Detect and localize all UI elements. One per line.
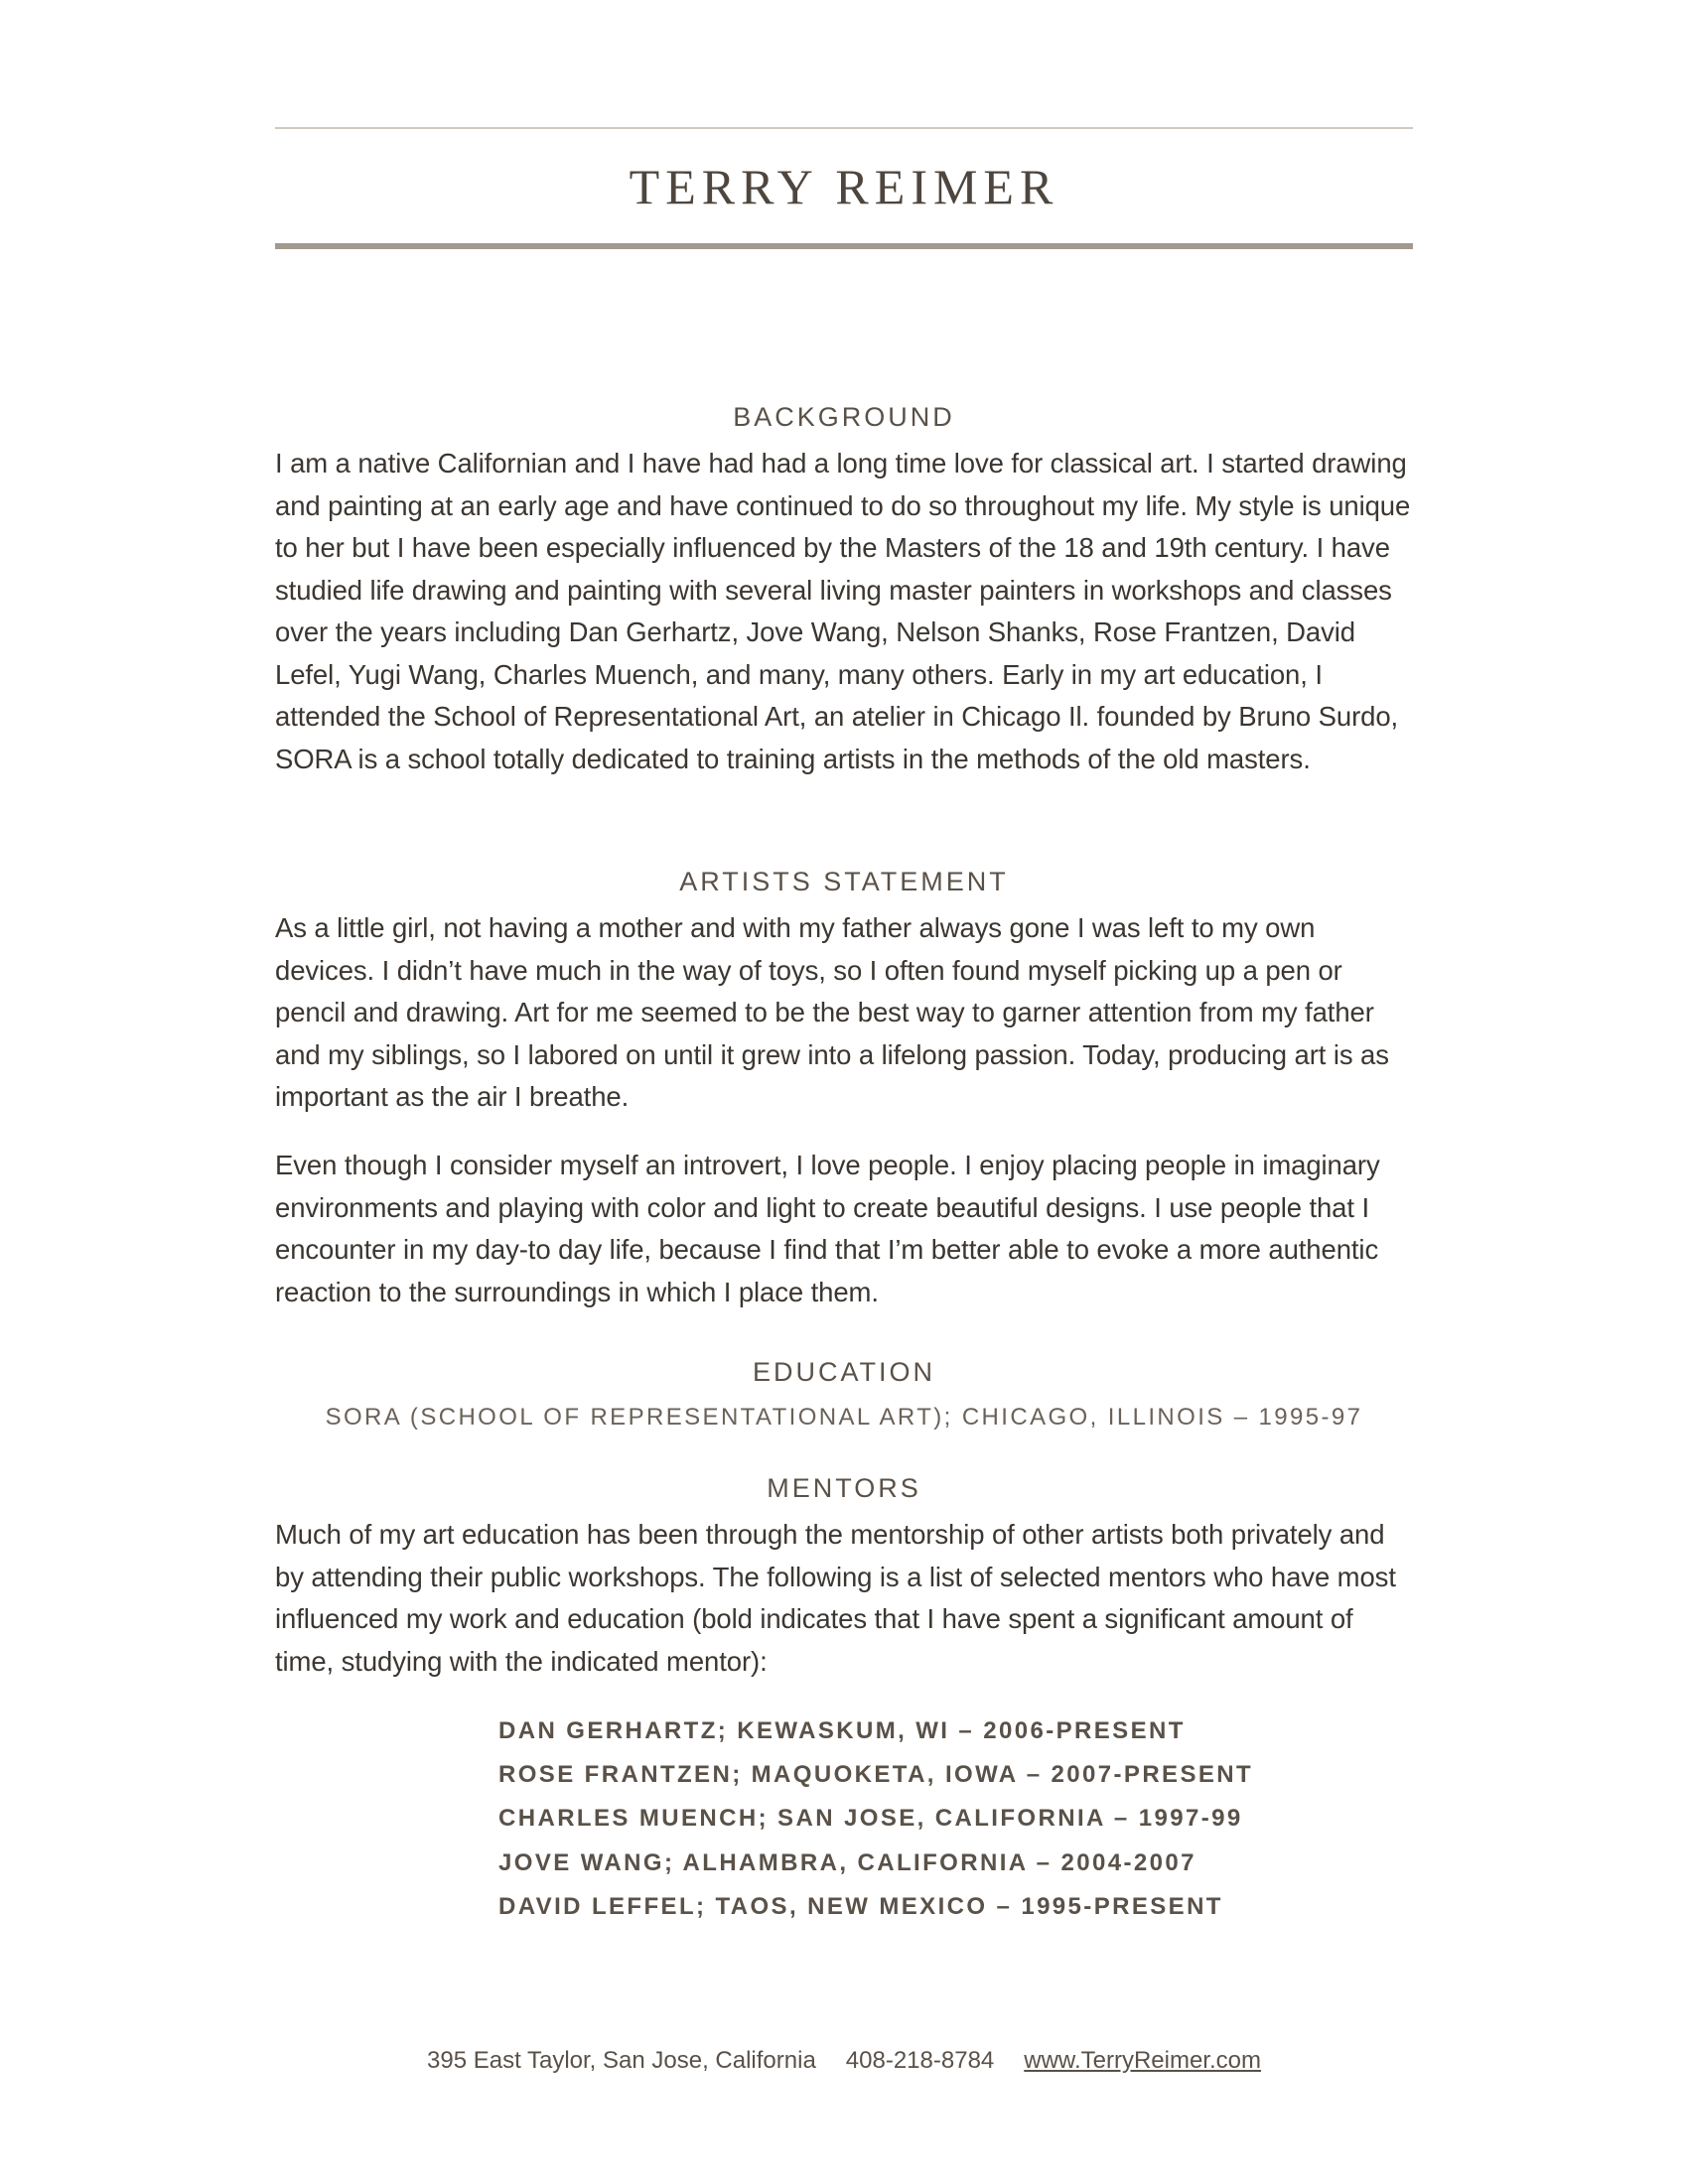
education-item: SORA (SCHOOL OF REPRESENTATIONAL ART); CHICAGO, ILLINOIS – 1995-97 <box>325 1404 1363 1431</box>
mentor-item: JOVE WANG; ALHAMBRA, CALIFORNIA – 2004-2007 <box>498 1848 1196 1876</box>
footer-address: 395 East Taylor, San Jose, California <box>427 2047 816 2074</box>
education-heading: EDUCATION <box>752 1357 935 1387</box>
mentors-heading: MENTORS <box>767 1473 921 1503</box>
footer-website-link[interactable]: www.TerryReimer.com <box>1024 2047 1261 2074</box>
background-heading: BACKGROUND <box>733 402 955 432</box>
mentors-text: Much of my art education has been through the mentorship of other artists both privately and by attending their public workshops. The following is a list of selected mentors who have most influenced my work and education (bold indicates that I have spent a significant amount of time, studying with the indicated mentor): <box>275 1519 1396 1677</box>
statement-heading: ARTISTS STATEMENT <box>679 867 1009 896</box>
footer-phone: 408-218-8784 <box>845 2047 995 2074</box>
header-bottom-rule <box>275 243 1413 249</box>
background-text: I am a native Californian and I have had had a long time love for classical art. I started drawing and painting at an early age and have continued to do so throughout my life. My style is unique to her but I have been especially influenced by the Masters of the 18 and 19th century. I have studied life drawing and painting with several living master painters in workshops and classes over the years including Dan Gerhartz, Jove Wang, Nelson Shanks, Rose Frantzen, David Lefel, Yugi Wang, Charles Muench, and many, many others. Early in my art education, I attended the School of Representational Art, an atelier in Chicago Il. founded by Bruno Surdo, SORA is a school totally dedicated to training artists in the methods of the old masters. <box>275 448 1411 774</box>
artist-name: TERRY REIMER <box>629 159 1059 214</box>
mentor-item: ROSE FRANTZEN; MAQUOKETA, IOWA – 2007-PRESENT <box>498 1761 1254 1789</box>
header-top-rule <box>275 127 1413 129</box>
mentor-item: CHARLES MUENCH; SAN JOSE, CALIFORNIA – 1997-99 <box>498 1805 1243 1833</box>
mentor-list <box>498 1709 1253 1929</box>
resume-page <box>275 0 1413 2184</box>
mentor-item: DAN GERHARTZ; KEWASKUM, WI – 2006-PRESENT <box>498 1717 1186 1744</box>
statement-paragraph-1: As a little girl, not having a mother and with my father always gone I was left to my own devices. I didn’t have much in the way of toys, so I often found myself picking up a pen or pencil and drawing. Art for me seemed to be the best way to garner attention from my father and my siblings, so I labored on until it grew into a lifelong passion. Today, producing art is as important as the air I breathe. <box>275 912 1389 1112</box>
mentor-item: DAVID LEFFEL; TAOS, NEW MEXICO – 1995-PRESENT <box>498 1892 1223 1920</box>
statement-paragraph-2: Even though I consider myself an introvert, I love people. I enjoy placing people in imaginary environments and playing with color and light to create beautiful designs. I use people that I encounter in my day-to day life, because I find that I’m better able to evoke a more authentic reaction to the surroundings in which I place them. <box>275 1150 1380 1307</box>
footer <box>275 2045 1413 2077</box>
